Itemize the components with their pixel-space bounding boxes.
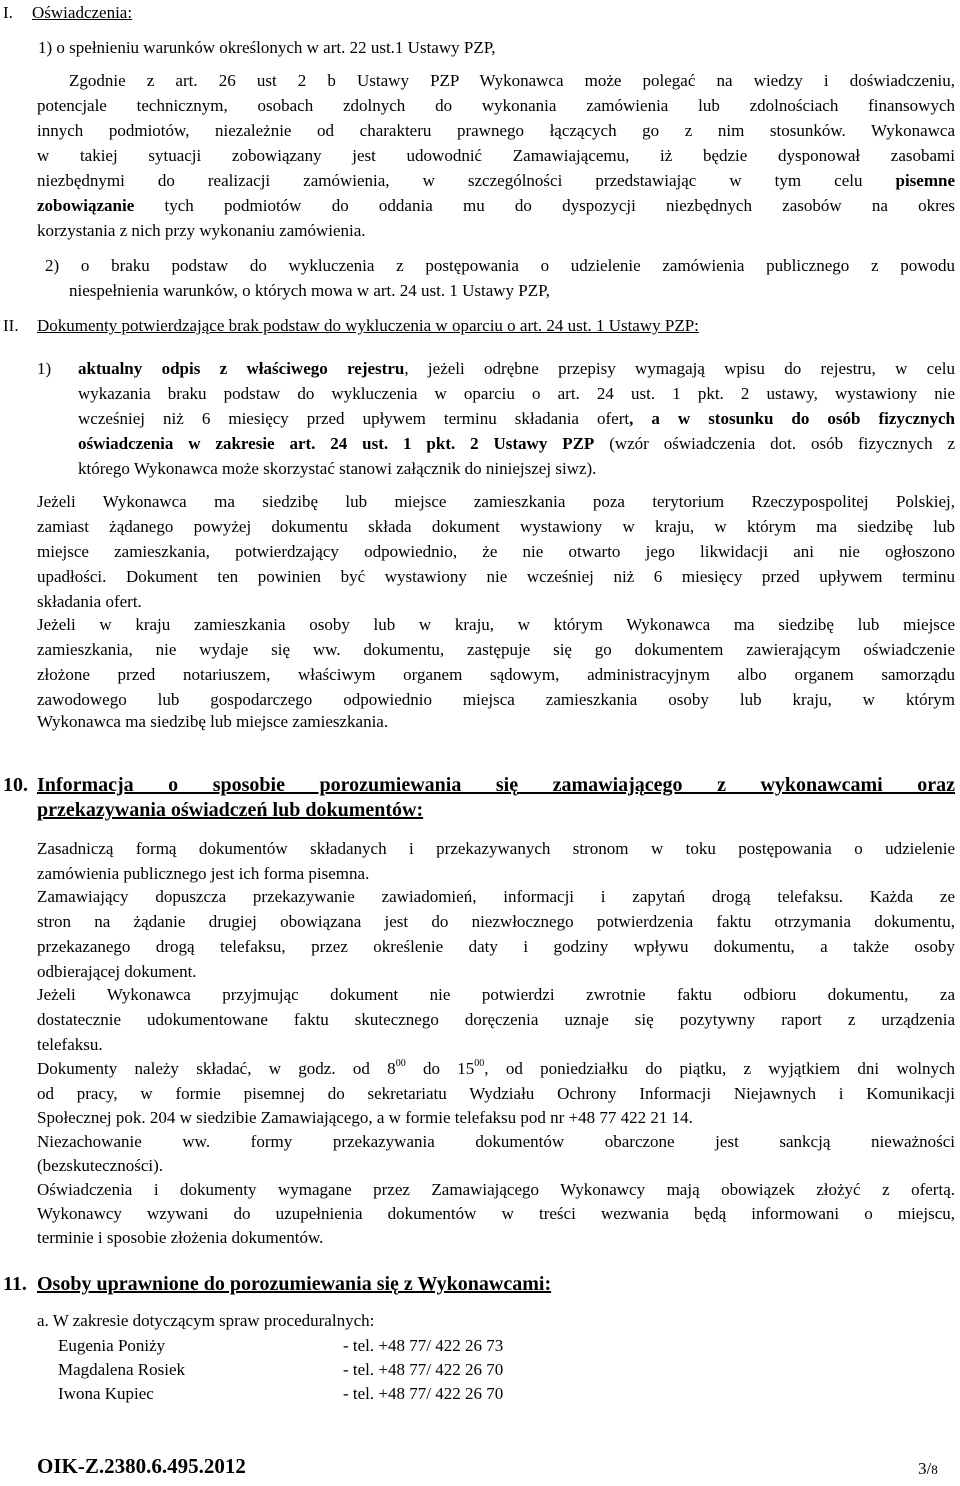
section-10-title-line-2: przekazywania oświadczeń lub dokumentów: (37, 799, 424, 821)
section-10-line: telefaksu. (37, 1035, 103, 1054)
foreign-para-line: Wykonawca ma siedzibę lub miejsce zamieszkania. (37, 712, 389, 731)
foreign-para-line: złożone przed notariuszem, właściwym organem sądowym, administracyjnym albo organem samorządu (37, 665, 955, 684)
section-1-number: I. (3, 3, 13, 22)
document-reference-code: OIK-Z.2380.6.495.2012 (37, 1454, 246, 1478)
contact-name: Magdalena Rosiek (58, 1360, 185, 1379)
section-1-para-line-7: korzystania z nich przy wykonaniu zamówienia. (37, 221, 366, 240)
section-10-line: stron na żądanie drugiej obowiązana jest do niezwłocznego potwierdzenia faktu otrzymania dokumentu, (37, 912, 955, 931)
section-10-line: od pracy, w formie pisemnej do sekretariatu Wydziału Ochrony Informacji Niejawnych i Komunikacji (37, 1084, 955, 1103)
section-10-line: Zasadniczą formą dokumentów składanych i przekazywanych stronom w toku postępowania o udzielenie (37, 839, 955, 858)
section-1-item-1: 1) o spełnieniu warunków określonych w art. 22 ust.1 Ustawy PZP, (38, 38, 496, 57)
section-10-line: terminie i sposobie złożenia dokumentów. (37, 1228, 324, 1247)
foreign-para-line: zamieszkania, nie wydaje się ww. dokumentu, zastępuje się go dokumentem zawierającym oświadczenie (37, 640, 955, 659)
foreign-para-line: Jeżeli Wykonawca ma siedzibę lub miejsce zamieszkania poza terytorium Rzeczypospolitej Polskiej, (37, 492, 955, 511)
section-2-item-line-5: którego Wykonawca może skorzystać stanowi załącznik do niniejszej siwz). (78, 459, 597, 478)
foreign-para-line: Jeżeli w kraju zamieszkania osoby lub w kraju, w którym Wykonawca ma siedzibę lub miejsce (37, 615, 955, 634)
page-number: 3/8 (918, 1459, 938, 1478)
foreign-para-line: upadłości. Dokument ten powinien być wystawiony nie wcześniej niż 6 miesięcy przed upływem terminu (37, 567, 955, 586)
section-10-title-line-1: Informacja o sposobie porozumiewania się zamawiającego z wykonawcami oraz (37, 774, 955, 796)
section-2-item-line-1: aktualny odpis z właściwego rejestru, jeżeli odrębne przepisy wymagają wpisu do rejestru, w celu (78, 359, 955, 378)
section-2-item-line-3: wcześniej niż 6 miesięcy przed upływem terminu składania ofert, a w stosunku do osób fizycznych (78, 409, 955, 428)
section-10-number: 10. (3, 774, 28, 796)
section-1-para-line-6: zobowiązanie tych podmiotów do oddania mu do dyspozycji niezbędnych zasobów na okres (37, 196, 955, 215)
section-11-title: Osoby uprawnione do porozumiewania się z Wykonawcami: (37, 1273, 552, 1295)
foreign-para-line: miejsce zamieszkania, potwierdzający odpowiednio, że nie otwarto jego likwidacji ani nie ogłoszono (37, 542, 955, 561)
section-11-number: 11. (3, 1273, 27, 1295)
section-11-subheading: a. W zakresie dotyczącym spraw proceduralnych: (37, 1311, 375, 1330)
section-2-item-line-2: wykazania braku podstaw do wykluczenia w oparciu o art. 24 ust. 1 pkt. 2 ustawy, wystawiony nie (78, 384, 955, 403)
contact-name: Eugenia Poniży (58, 1336, 166, 1355)
section-1-para-line: Zgodnie z art. 26 ust 2 b Ustawy PZP Wykonawca może polegać na wiedzy i doświadczeniu, (69, 71, 955, 90)
contact-phone: - tel. +48 77/ 422 26 70 (343, 1384, 504, 1403)
section-10-line: Zamawiający dopuszcza przekazywanie zawiadomień, informacji i zapytań drogą telefaksu. Każda ze (37, 887, 955, 906)
section-10-line: Niezachowanie ww. formy przekazywania dokumentów obarczone jest sankcją nieważności (37, 1132, 955, 1151)
contact-phone: - tel. +48 77/ 422 26 73 (343, 1336, 504, 1355)
section-10-line: zamówienia publicznego jest ich forma pisemna. (37, 864, 370, 883)
section-10-line: Społecznej pok. 204 w siedzibie Zamawiającego, a w formie telefaksu pod nr +48 77 422 21 14. (37, 1108, 693, 1127)
section-10-line: przekazanego drogą telefaksu, przez określenie daty i godziny wpływu dokumentu, a także osoby (37, 937, 955, 956)
section-2-title: Dokumenty potwierdzające brak podstaw do wykluczenia w oparciu o art. 24 ust. 1 Ustawy PZP: (37, 316, 699, 335)
foreign-para-line: składania ofert. (37, 592, 142, 611)
section-1-para-line: innych podmiotów, niezależnie od charakteru prawnego łączących go z nim stosunków. Wykonawca (37, 121, 955, 140)
foreign-para-line: zamiast żądanego powyżej dokumentu składa dokument wystawiony w kraju, w którym ma siedzibę lub (37, 517, 955, 536)
contact-name: Iwona Kupiec (58, 1384, 154, 1403)
section-10-line: (bezskuteczności). (37, 1156, 164, 1175)
section-10-hours-line: Dokumenty należy składać, w godz. od $8^{00}$ do $15^{00}$, od poniedziałku do piątku, z wyjątkiem dni wolnych (37, 1058, 955, 1078)
section-2-number: II. (3, 316, 19, 335)
section-1-para-line-5: niezbędnymi do realizacji zamówienia, w szczególności przedstawiając w tym celu pisemne (37, 171, 955, 190)
section-1-item-2-cont: niespełnienia warunków, o których mowa w art. 24 ust. 1 Ustawy PZP, (69, 281, 550, 300)
section-10-line: Wykonawcy wzywani do uzupełnienia dokumentów w treści wezwania będą informowani o miejscu, (37, 1204, 955, 1223)
section-10-line: Jeżeli Wykonawca przyjmując dokument nie potwierdzi zwrotnie faktu odbioru dokumentu, za (37, 985, 955, 1004)
foreign-para-line: zawodowego lub gospodarczego odpowiednio miejsca zamieszkania osoby lub kraju, w którym (37, 690, 955, 709)
section-10-line: dostatecznie udokumentowane faktu skutecznego doręczenia uznaje się pozytywny raport z urządzenia (37, 1010, 955, 1029)
contact-phone: - tel. +48 77/ 422 26 70 (343, 1360, 504, 1379)
section-1-title: Oświadczenia: (32, 3, 133, 22)
section-2-item-number: 1) (37, 359, 52, 378)
section-1-item-2: 2) o braku podstaw do wykluczenia z postępowania o udzielenie zamówienia publicznego z powodu (45, 256, 955, 275)
section-2-item-line-4: oświadczenia w zakresie art. 24 ust. 1 pkt. 2 Ustawy PZP (wzór oświadczenia dot. osób fizycznych z (78, 434, 955, 453)
section-10-line: odbierającej dokument. (37, 962, 197, 981)
section-1-para-line: potencjale technicznym, osobach zdolnych do wykonania zamówienia lub zdolnościach finansowych (37, 96, 955, 115)
section-10-line: Oświadczenia i dokumenty wymagane przez Zamawiającego Wykonawcy mają obowiązek złożyć z ofertą. (37, 1180, 955, 1199)
section-1-para-line: w takiej sytuacji zobowiązany jest udowodnić Zamawiającemu, iż będzie dysponował zasobami (37, 146, 955, 165)
